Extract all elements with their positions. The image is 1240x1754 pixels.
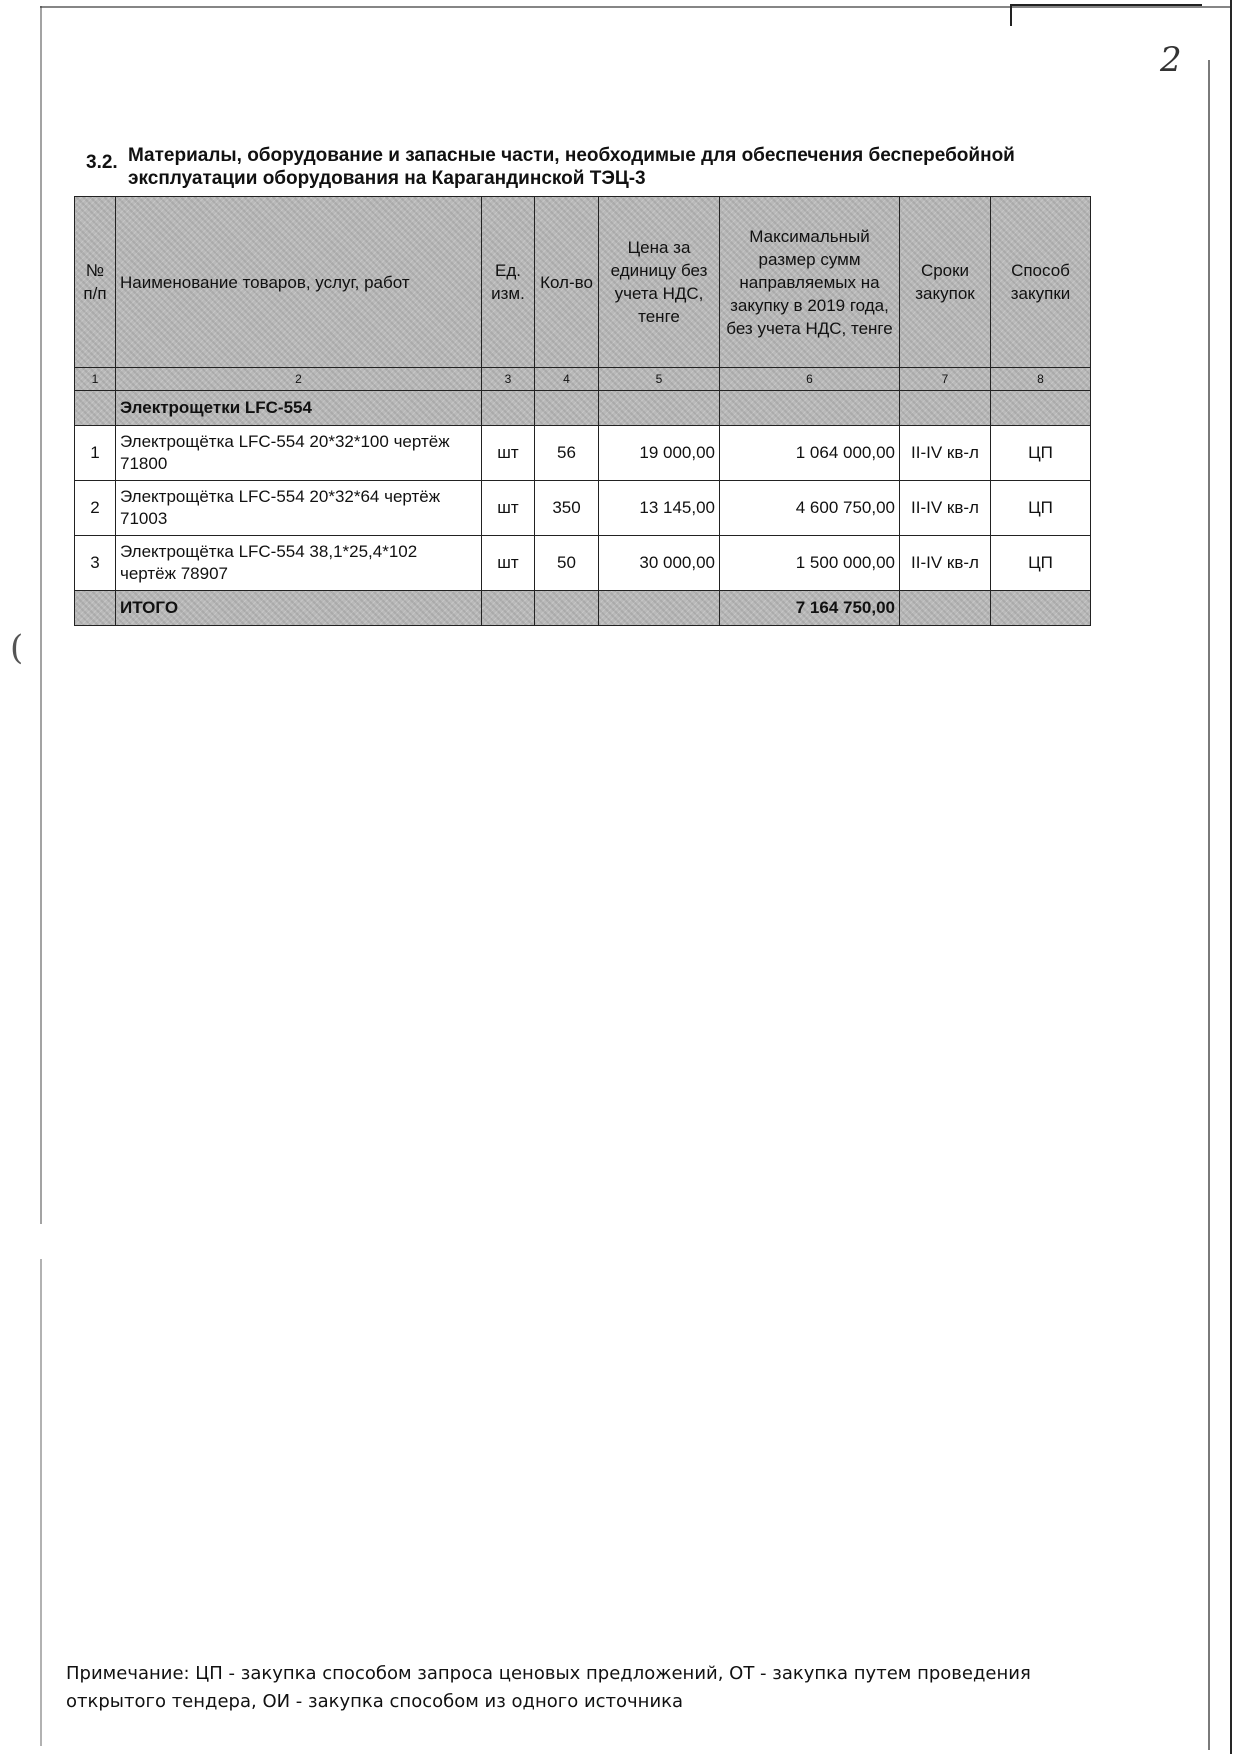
row-num: 2 <box>75 481 116 536</box>
scan-edge-left <box>40 6 42 1746</box>
row-method: ЦП <box>991 426 1091 481</box>
row-sum: 1 064 000,00 <box>720 426 900 481</box>
row-method: ЦП <box>991 536 1091 591</box>
total-label: ИТОГО <box>116 591 482 626</box>
row-unit: шт <box>482 536 535 591</box>
row-name: Электрощётка LFC-554 38,1*25,4*102 чертёж 78907 <box>116 536 482 591</box>
column-number-row <box>75 368 1091 391</box>
row-name: Электрощётка LFC-554 20*32*100 чертёж 71800 <box>116 426 482 481</box>
row-unit: шт <box>482 481 535 536</box>
row-term: II-IV кв-л <box>900 426 991 481</box>
header-method: Способ закупки <box>991 197 1091 368</box>
row-term: II-IV кв-л <box>900 536 991 591</box>
footnote: Примечание: ЦП - закупка способом запроса ценовых предложений, ОТ - закупка путем проведения открытого тендера, ОИ - закупка способом из одного источника <box>66 1663 1031 1712</box>
table-row <box>75 481 1091 536</box>
total-row <box>75 591 1091 626</box>
row-sum: 1 500 000,00 <box>720 536 900 591</box>
row-price: 13 145,00 <box>599 481 720 536</box>
table-row <box>75 426 1091 481</box>
column-number: 1 <box>75 368 116 391</box>
header-num: № п/п <box>75 197 116 368</box>
row-num: 3 <box>75 536 116 591</box>
group-row <box>75 391 1091 426</box>
row-term: II-IV кв-л <box>900 481 991 536</box>
column-number: 5 <box>599 368 720 391</box>
column-number: 4 <box>535 368 599 391</box>
total-sum: 7 164 750,00 <box>720 591 900 626</box>
scan-corner-bracket <box>1010 4 1202 26</box>
section-title: Материалы, оборудование и запасные части, необходимые для обеспечения бесперебойной эксплуатации оборудования на Карагандинской ТЭЦ-3 <box>128 145 1015 189</box>
row-name: Электрощётка LFC-554 20*32*64 чертёж 71003 <box>116 481 482 536</box>
header-qty: Кол-во <box>535 197 599 368</box>
row-method: ЦП <box>991 481 1091 536</box>
group-title: Электрощетки LFC-554 <box>116 391 482 426</box>
margin-mark: ( <box>10 628 24 668</box>
scan-edge-right <box>1208 60 1210 1750</box>
row-price: 19 000,00 <box>599 426 720 481</box>
section-number: 3.2. <box>86 152 118 173</box>
row-num: 1 <box>75 426 116 481</box>
row-sum: 4 600 750,00 <box>720 481 900 536</box>
column-number: 8 <box>991 368 1091 391</box>
row-unit: шт <box>482 426 535 481</box>
column-number: 6 <box>720 368 900 391</box>
row-qty: 56 <box>535 426 599 481</box>
procurement-table <box>74 196 1091 626</box>
row-qty: 50 <box>535 536 599 591</box>
column-number: 3 <box>482 368 535 391</box>
row-qty: 350 <box>535 481 599 536</box>
header-unit: Ед. изм. <box>482 197 535 368</box>
column-number: 2 <box>116 368 482 391</box>
page-number: 2 <box>1160 40 1182 80</box>
table-row <box>75 536 1091 591</box>
row-price: 30 000,00 <box>599 536 720 591</box>
header-row <box>75 197 1091 368</box>
scan-edge-right-outer <box>1230 0 1232 1754</box>
header-terms: Сроки закупок <box>900 197 991 368</box>
header-price: Цена за единицу без учета НДС, тенге <box>599 197 720 368</box>
column-number: 7 <box>900 368 991 391</box>
header-max-sum: Максимальный размер сумм направляемых на закупку в 2019 года, без учета НДС, тенге <box>720 197 900 368</box>
header-name: Наименование товаров, услуг, работ <box>116 197 482 368</box>
